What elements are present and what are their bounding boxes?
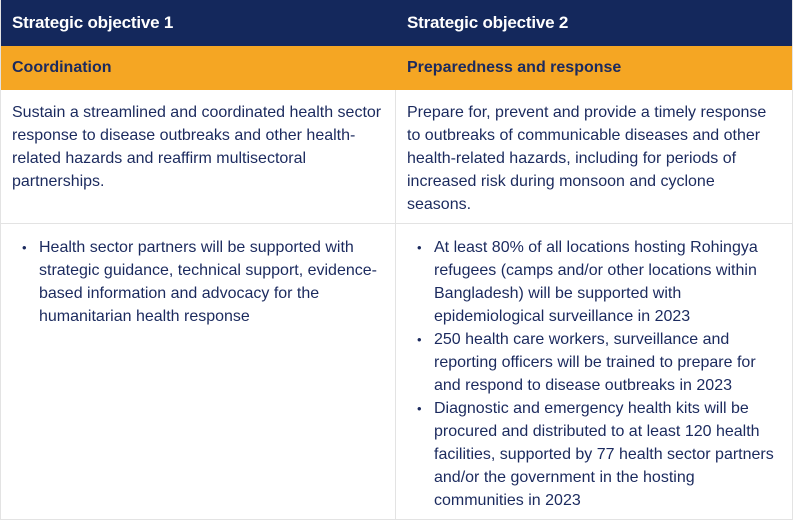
- objective-2-description: Prepare for, prevent and provide a timely response to outbreaks of communicable diseases and other health-related hazards, including for periods of increased risk during monsoon and cyclone seasons.: [407, 104, 767, 213]
- bullet-text: 250 health care workers, surveillance and reporting officers will be trained to prepare for and respond to disease outbreaks in 2023: [434, 331, 756, 394]
- objective-2-bullet-list: [396, 236, 784, 512]
- bullet-text: Health sector partners will be supported with strategic guidance, technical support, evidence-based information and advocacy for the humanitarian health response: [39, 239, 377, 325]
- objective-2-bullets: [396, 224, 792, 520]
- description-row: [1, 90, 792, 224]
- list-item: [396, 236, 784, 328]
- bullet-text: Diagnostic and emergency health kits will be procured and distributed to at least 120 health facilities, supported by 77 health sector partners and/or the government in the hosting communities in 2023: [434, 400, 774, 509]
- bullet-text: At least 80% of all locations hosting Rohingya refugees (camps and/or other locations within Bangladesh) will be supported with epidemiological surveillance in 2023: [434, 239, 758, 325]
- header-row: [1, 0, 792, 46]
- bullet-icon: •: [417, 332, 422, 347]
- list-item: [396, 328, 784, 397]
- objective-1-bullets: [1, 224, 396, 520]
- list-item: [396, 397, 784, 512]
- list-item: [1, 236, 387, 328]
- objective-2-subheader: Preparedness and response: [407, 59, 622, 76]
- objective-1-header: Strategic objective 1: [12, 13, 174, 32]
- bullet-icon: •: [22, 240, 27, 255]
- subheader-row: [1, 46, 792, 90]
- objective-1-description: Sustain a streamlined and coordinated health sector response to disease outbreaks and other health-related hazards and reaffirm multisectoral partnerships.: [1, 90, 396, 223]
- bullet-icon: •: [417, 240, 422, 255]
- objective-2-header: Strategic objective 2: [407, 13, 569, 32]
- objective-1-bullet-list: [1, 236, 387, 328]
- bullet-icon: •: [417, 401, 422, 416]
- bullets-row: [1, 224, 792, 520]
- objective-1-subheader: Coordination: [12, 59, 112, 76]
